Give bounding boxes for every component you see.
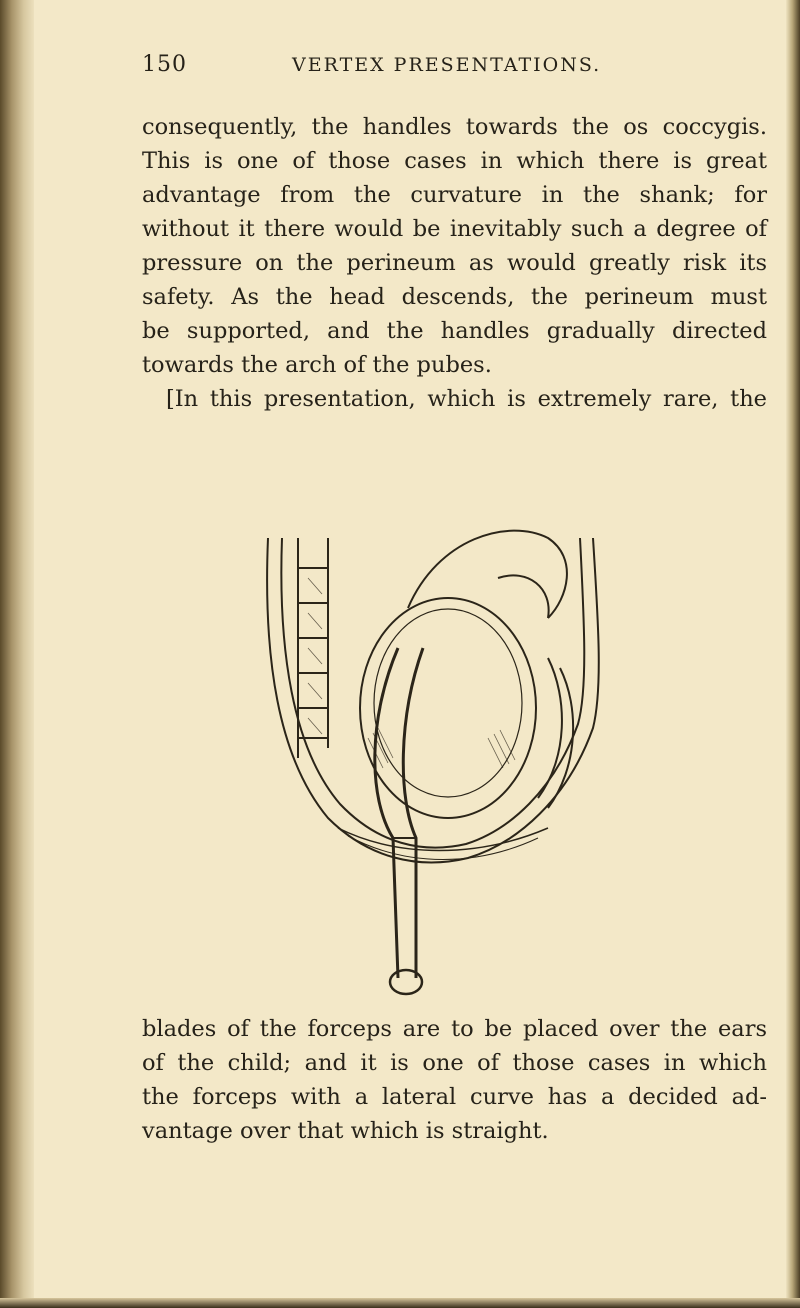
running-title: VERTEX PRESENTATIONS. xyxy=(292,54,602,76)
text-line: the forceps with a lateral curve has a decided ad- xyxy=(142,1084,767,1110)
text-line: be supported, and the handles gradually directed xyxy=(142,318,767,344)
paragraph-1 xyxy=(142,110,767,416)
pelvis-forceps-engraving-icon xyxy=(248,498,618,1000)
text-line: This is one of those cases in which there is great xyxy=(142,148,767,174)
text-line: towards the arch of the pubes. xyxy=(142,352,492,378)
text-line: safety. As the head descends, the perineum must xyxy=(142,284,767,310)
text-line: vantage over that which is straight. xyxy=(142,1118,549,1144)
page-bottom-edge xyxy=(0,1298,800,1308)
text-line: [In this presentation, which is extremely rare, the xyxy=(166,386,767,412)
text-line: advantage from the curvature in the shank; for xyxy=(142,182,767,208)
text-line: without it there would be inevitably such a degree of xyxy=(142,216,767,242)
paragraph-2 xyxy=(142,1012,767,1148)
page-header xyxy=(142,52,762,82)
text-line: consequently, the handles towards the os coccygis. xyxy=(142,114,767,140)
page-left-edge xyxy=(0,0,34,1308)
text-line: pressure on the perineum as would greatly risk its xyxy=(142,250,767,276)
page-right-edge xyxy=(786,0,800,1308)
page-number: 150 xyxy=(142,52,187,77)
text-line: of the child; and it is one of those cases in which xyxy=(142,1050,767,1076)
text-line: blades of the forceps are to be placed over the ears xyxy=(142,1016,767,1042)
